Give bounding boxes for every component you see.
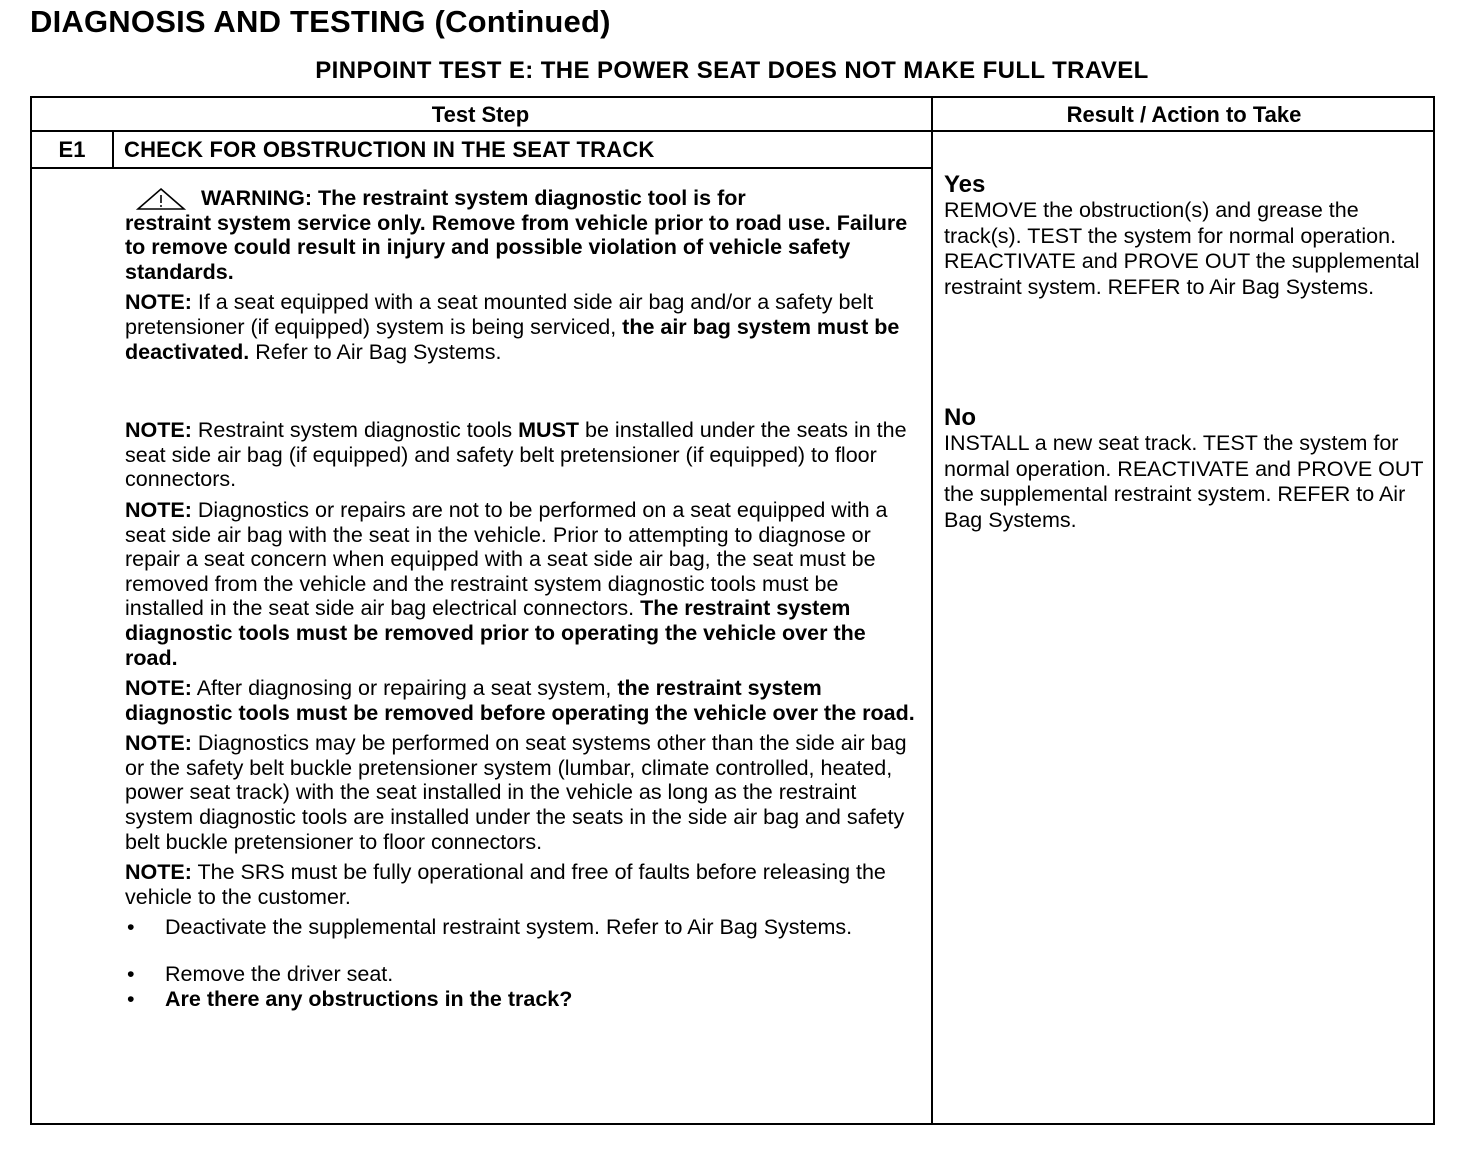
note-2 bbox=[125, 418, 920, 492]
note-text: If a seat equipped with a seat mounted side air bag and/or a safety belt pretensioner (if equipped) system is being serviced, bbox=[125, 290, 874, 339]
list-item bbox=[125, 962, 920, 987]
bullet-icon: • bbox=[127, 915, 135, 940]
result-no-text: INSTALL a new seat track. TEST the system for normal operation. REACTIVATE and PROVE OUT the supplemental restraint system. REFER to Air Bag Systems. bbox=[944, 431, 1424, 532]
note-6 bbox=[125, 860, 920, 909]
column-divider bbox=[931, 96, 933, 1125]
list-item-text: Deactivate the supplemental restraint system. Refer to Air Bag Systems. bbox=[165, 915, 853, 940]
result-yes bbox=[944, 172, 1434, 300]
note-text: Diagnostics may be performed on seat systems other than the side air bag or the safety belt buckle pretensioner system (lumbar, climate controlled, heated, power seat track) with the seat installed in the vehicle as long as the restraint system diagnostic tools are installed under the seats in the side air bag and safety belt buckle pretensioner to floor connectors. bbox=[125, 731, 907, 854]
list-item-question: Are there any obstructions in the track? bbox=[165, 986, 573, 1011]
list-item bbox=[125, 987, 920, 1012]
header-divider bbox=[30, 130, 1435, 132]
note-text: The SRS must be fully operational and free of faults before releasing the vehicle to the customer. bbox=[125, 860, 886, 909]
note-text-tail: Refer to Air Bag Systems. bbox=[255, 339, 502, 364]
step-row-divider bbox=[30, 167, 932, 169]
note-4 bbox=[125, 676, 920, 725]
result-yes-label: Yes bbox=[944, 171, 986, 198]
column-header-result: Result / Action to Take bbox=[1066, 102, 1302, 127]
result-no-label: No bbox=[944, 404, 976, 431]
action-list bbox=[125, 915, 920, 1011]
note-label: NOTE: bbox=[125, 497, 192, 522]
list-item bbox=[125, 915, 920, 940]
note-emphasis: MUST bbox=[518, 418, 580, 443]
note-text: Restraint system diagnostic tools bbox=[197, 418, 513, 443]
note-emphasis: the air bag system must be deactivated. bbox=[125, 314, 900, 364]
test-step-body bbox=[125, 186, 920, 1011]
page-heading: DIAGNOSIS AND TESTING (Continued) bbox=[30, 4, 611, 39]
note-5 bbox=[125, 731, 920, 854]
note-label: NOTE: bbox=[125, 418, 192, 443]
note-1 bbox=[125, 290, 920, 364]
note-label: NOTE: bbox=[125, 860, 192, 885]
note-label: NOTE: bbox=[125, 290, 192, 315]
step-id-divider bbox=[112, 130, 114, 168]
step-title: CHECK FOR OBSTRUCTION IN THE SEAT TRACK bbox=[124, 137, 655, 162]
note-emphasis: the restraint system diagnostic tools must be removed before operating the vehicle over the road. bbox=[125, 676, 915, 725]
note-3 bbox=[125, 498, 920, 670]
note-label: NOTE: bbox=[125, 731, 192, 756]
result-yes-text: REMOVE the obstruction(s) and grease the track(s). TEST the system for normal operation. REACTIVATE and PROVE OUT the supplemental restraint system. REFER to Air Bag Systems. bbox=[944, 198, 1420, 299]
note-text: Diagnostics or repairs are not to be performed on a seat equipped with a seat side air bag with the seat in the vehicle. Prior to attempting to diagnose or repair a seat concern when equipped with a seat side air bag, the seat must be removed from the vehicle and the restraint system diagnostic tools must be installed in the seat side air bag electrical connectors. bbox=[125, 497, 888, 621]
column-header-test-step: Test Step bbox=[431, 102, 530, 127]
pinpoint-test-title: PINPOINT TEST E: THE POWER SEAT DOES NOT MAKE FULL TRAVEL bbox=[315, 57, 1149, 84]
list-spacer bbox=[125, 940, 920, 962]
note-text-tail: be installed under the seats in the seat side air bag (if equipped) and safety belt pretensioner (if equipped) to floor connectors. bbox=[125, 418, 907, 492]
note-emphasis: The restraint system diagnostic tools must be removed prior to operating the vehicle over the road. bbox=[125, 596, 866, 670]
list-item-text: Remove the driver seat. bbox=[165, 962, 394, 987]
bullet-icon: • bbox=[127, 986, 135, 1011]
note-label: NOTE: bbox=[125, 676, 192, 701]
step-id: E1 bbox=[58, 137, 86, 162]
warning-block bbox=[125, 186, 920, 284]
result-no bbox=[944, 405, 1434, 533]
warning-text: restraint system service only. Remove from vehicle prior to road use. Failure to remove could result in injury and possible violation of vehicle safety standards. bbox=[125, 210, 908, 284]
bullet-icon: • bbox=[127, 962, 135, 987]
warning-heading: WARNING: The restraint system diagnostic tool is for bbox=[201, 186, 746, 210]
warning-triangle-icon bbox=[135, 187, 187, 211]
note-text: After diagnosing or repairing a seat system, bbox=[196, 676, 612, 701]
